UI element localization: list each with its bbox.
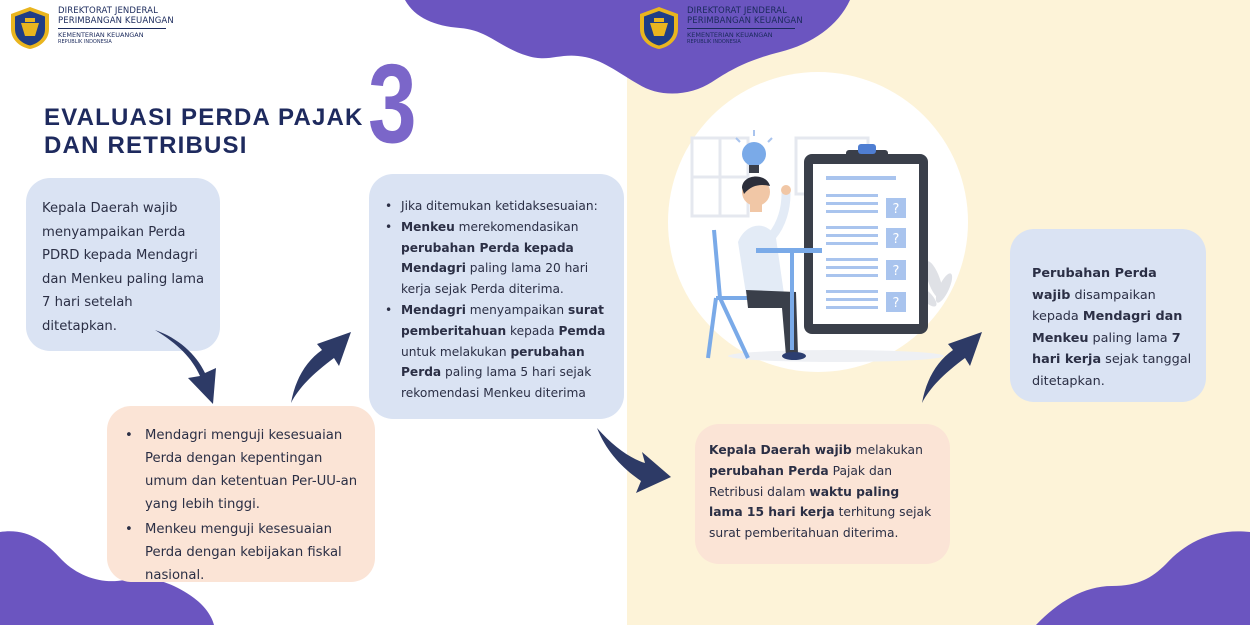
- logo-line-1: DIREKTORAT JENDERAL: [58, 6, 158, 16]
- question-mark: ?: [892, 202, 900, 217]
- evaluation-item-menkeu: • Menkeu menguji kesesuaian Perda dengan kebijakan fiskal nasional.: [117, 518, 365, 587]
- arrow-icon: [155, 330, 216, 404]
- logo-line-2: PERIMBANGAN KEUANGAN: [687, 16, 803, 26]
- question-mark: ?: [892, 296, 900, 311]
- step-box-submission-text: Kepala Daerah wajib menyampaikan Perda PDRD kepada Mendagri dan Menkeu paling lama 7 hari setelah ditetapkan.: [42, 201, 205, 334]
- question-mark: ?: [892, 232, 900, 247]
- logo-line-4: REPUBLIK INDONESIA: [687, 39, 741, 45]
- logo-line-3: KEMENTERIAN KEUANGAN: [58, 31, 144, 39]
- evaluation-item-mendagri: • Mendagri menguji kesesuaian Perda dengan kepentingan umum dan ketentuan Per-UU-an yang lebih tinggi.: [117, 424, 365, 516]
- logo-line-2: PERIMBANGAN KEUANGAN: [58, 16, 174, 26]
- nonconformity-intro: • Jika ditemukan ketidaksesuaian:: [381, 196, 612, 217]
- logo-line-3: KEMENTERIAN KEUANGAN: [687, 31, 773, 39]
- arrow-icon: [597, 428, 671, 493]
- step-box-delivery-text: Perubahan Perda wajib disampaikan kepada Mendagri dan Menkeu paling lama 7 hari kerja sejak tanggal ditetapkan.: [1032, 266, 1192, 389]
- step-box-revision-text: Kepala Daerah wajib melakukan perubahan Perda Pajak dan Retribusi dalam waktu paling lama 15 hari kerja terhitung sejak surat pemberitahuan diterima.: [709, 443, 932, 541]
- logo-line-1: DIREKTORAT JENDERAL: [687, 6, 787, 16]
- step-number: 3: [368, 41, 417, 166]
- page-title-line-2: DAN RETRIBUSI: [44, 132, 248, 159]
- nonconformity-item-menkeu: • Menkeu merekomendasikan perubahan Perda kepada Mendagri paling lama 20 hari kerja sejak Perda diterima.: [381, 217, 612, 300]
- question-mark: ?: [892, 264, 900, 279]
- arrow-icon: [291, 332, 351, 403]
- page-title-line-1: EVALUASI PERDA PAJAK: [44, 104, 364, 131]
- logo-line-4: REPUBLIK INDONESIA: [58, 39, 112, 45]
- nonconformity-item-mendagri: • Mendagri menyampaikan surat pemberitahuan kepada Pemda untuk melakukan perubahan Perda paling lama 5 hari sejak rekomendasi Menkeu diterima: [381, 300, 612, 404]
- person-with-checklist-illustration: [686, 118, 961, 368]
